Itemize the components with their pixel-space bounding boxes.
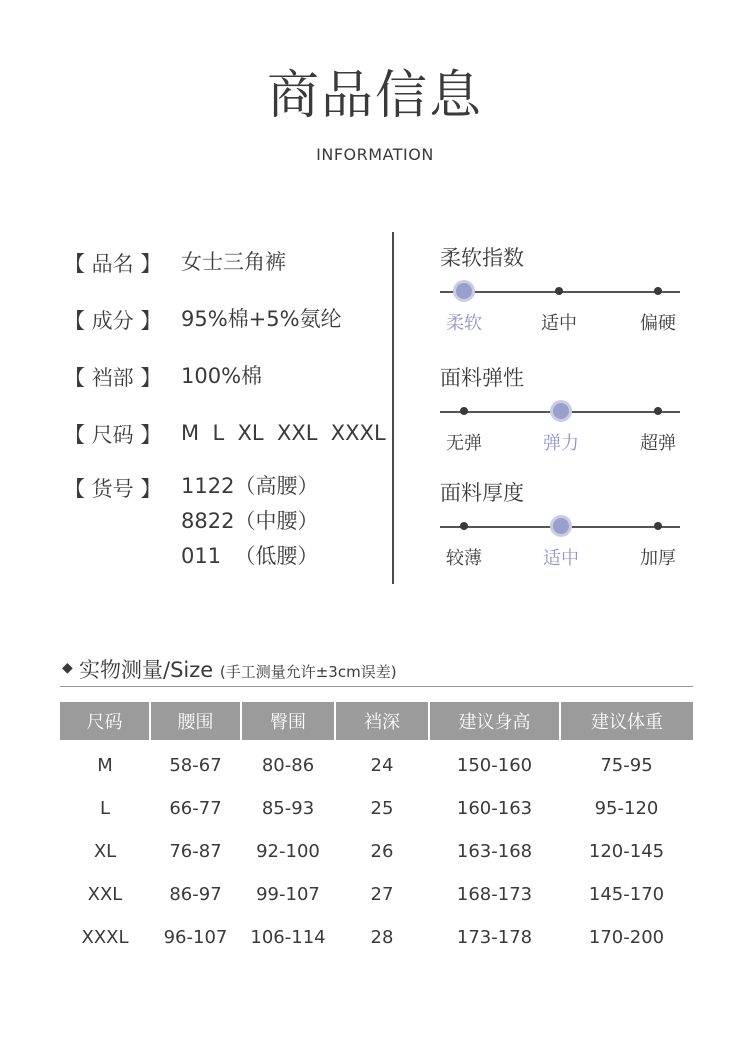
- info-value-line: 1122（高腰）: [181, 474, 319, 498]
- table-cell: 66-77: [169, 798, 222, 819]
- table-cell: 80-86: [261, 755, 315, 776]
- section-title-text: 实物测量/Size: [79, 658, 214, 682]
- page-subtitle: INFORMATION: [316, 145, 434, 164]
- size-section-note: (手工测量允许±3cm误差): [219, 663, 397, 681]
- scale-option: 加厚: [640, 548, 676, 569]
- scale-option: 弹力: [543, 433, 579, 454]
- table-row: [60, 787, 693, 830]
- scale-option: 偏硬: [640, 313, 676, 334]
- table-cell: 28: [370, 927, 394, 948]
- scale-dot: [460, 407, 468, 415]
- diamond-icon: ◆: [62, 660, 73, 676]
- table-cell: 24: [370, 755, 394, 776]
- size-table: [60, 702, 693, 959]
- table-cell: L: [99, 798, 111, 819]
- scale-title: 面料厚度: [440, 481, 524, 505]
- column-header: 尺码: [60, 702, 150, 740]
- table-row: [60, 740, 693, 787]
- scale-option: 无弹: [446, 433, 482, 454]
- scale-option: 适中: [541, 313, 577, 334]
- info-value: [181, 419, 386, 447]
- info-value-line: 95%棉+5%氨纶: [181, 307, 342, 331]
- scale-dot: [654, 522, 662, 530]
- info-label: 【 成分 】: [64, 309, 162, 333]
- table-cell: 150-160: [456, 755, 533, 776]
- info-label: 【 尺码 】: [64, 423, 162, 447]
- table-cell: 96-107: [163, 927, 228, 948]
- info-value: [181, 469, 318, 574]
- column-header: 腰围: [150, 702, 241, 740]
- thickness-scale: [440, 478, 680, 569]
- table-cell: 145-170: [588, 884, 665, 905]
- table-cell: 92-100: [256, 841, 320, 862]
- table-cell: 85-93: [261, 798, 315, 819]
- scale-dot: [654, 407, 662, 415]
- scale-dot: [555, 287, 563, 295]
- elasticity-scale: [440, 363, 680, 454]
- scale-option: 柔软: [446, 313, 482, 334]
- scale-option: 较薄: [446, 548, 482, 569]
- table-cell: 75-95: [600, 755, 653, 776]
- info-label: 【 货号 】: [64, 477, 162, 501]
- table-header-row: [60, 702, 693, 740]
- table-cell: 27: [370, 884, 394, 905]
- table-cell: 168-173: [456, 884, 533, 905]
- table-cell: 58-67: [169, 755, 222, 776]
- table-cell: 120-145: [588, 841, 665, 862]
- scale-dot-selected: [553, 403, 569, 419]
- scale-option: 适中: [543, 548, 579, 569]
- softness-scale: [440, 243, 680, 334]
- info-value-line: 100%棉: [181, 364, 263, 388]
- scale-dot: [460, 522, 468, 530]
- page-title: 商品信息: [266, 66, 483, 126]
- table-cell: M: [97, 755, 113, 776]
- size-section-header: [60, 654, 693, 687]
- table-cell: 76-87: [169, 841, 222, 862]
- table-cell: 95-120: [594, 798, 659, 819]
- table-cell: 25: [370, 798, 394, 819]
- size-section-title: [79, 654, 397, 684]
- scale-option: 超弹: [640, 433, 676, 454]
- table-cell: 86-97: [169, 884, 222, 905]
- table-cell: 173-178: [456, 927, 533, 948]
- table-row: [60, 873, 693, 916]
- info-value: [181, 362, 262, 390]
- info-value: [181, 248, 286, 276]
- column-header: 臀围: [241, 702, 335, 740]
- scale-dot-selected: [456, 283, 472, 299]
- scale-dot: [654, 287, 662, 295]
- scale-title: 面料弹性: [440, 366, 524, 390]
- info-label: 【 品名 】: [64, 252, 162, 276]
- scale-title: 柔软指数: [440, 246, 524, 270]
- table-cell: XXL: [87, 884, 123, 905]
- table-row: [60, 830, 693, 873]
- table-row: [60, 916, 693, 959]
- column-header: 建议体重: [560, 702, 693, 740]
- info-value: [181, 305, 342, 333]
- scale-dot-selected: [553, 518, 569, 534]
- column-header: 裆深: [335, 702, 429, 740]
- table-cell: XXXL: [81, 927, 129, 948]
- table-cell: XL: [93, 841, 117, 862]
- info-label: 【 裆部 】: [64, 366, 162, 390]
- table-cell: 160-163: [456, 798, 533, 819]
- table-cell: 26: [370, 841, 394, 862]
- vertical-divider: [392, 232, 394, 584]
- table-cell: 163-168: [456, 841, 533, 862]
- info-value-line: 011 （低腰）: [181, 544, 319, 568]
- info-value-line: 女士三角裤: [181, 250, 286, 274]
- info-value-line: M L XL XXL XXXL: [181, 421, 386, 445]
- info-value-line: 8822（中腰）: [181, 509, 319, 533]
- table-cell: 106-114: [250, 927, 326, 948]
- table-cell: 99-107: [256, 884, 320, 905]
- table-cell: 170-200: [588, 927, 665, 948]
- column-header: 建议身高: [429, 702, 560, 740]
